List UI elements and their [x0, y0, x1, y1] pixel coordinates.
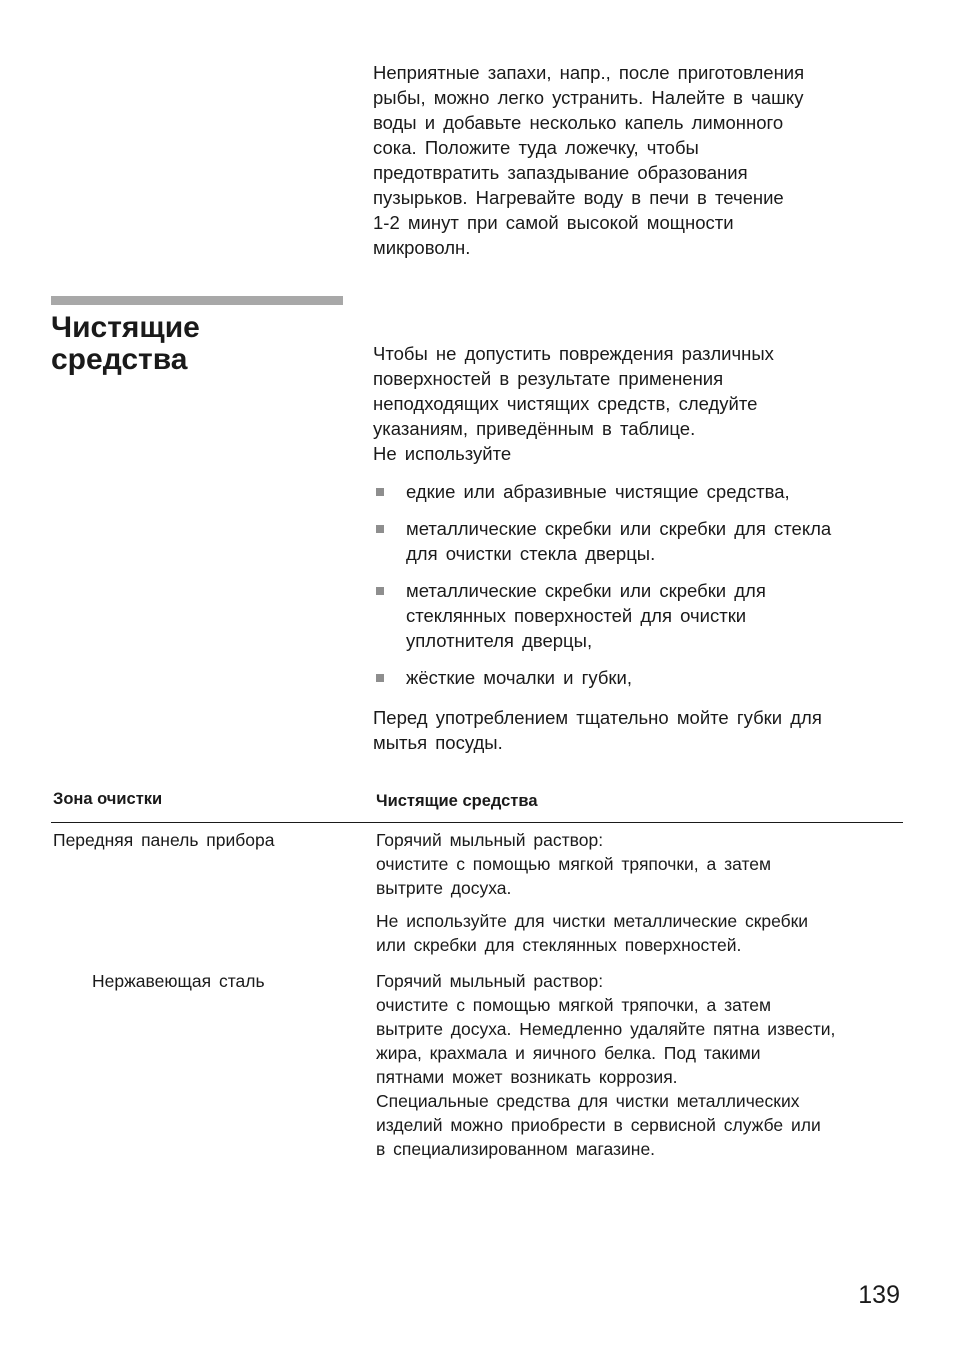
- text-line: жира, крахмала и яичного белка. Под такими: [376, 1043, 761, 1063]
- text-line: Горячий мыльный раствор:: [376, 971, 604, 991]
- square-bullet-icon: [376, 587, 384, 595]
- section-title: [51, 312, 200, 376]
- table-cell-agents: [376, 828, 906, 900]
- list-item-text: жёсткие мочалки и губки,: [406, 667, 632, 688]
- text-line: изделий можно приобрести в сервисной службе или: [376, 1115, 821, 1135]
- text-line: Не используйте: [373, 443, 512, 464]
- table-cell-agents: [376, 969, 906, 1161]
- table-cell-zone: Нержавеющая сталь: [92, 971, 265, 991]
- text-line: Чтобы не допустить повреждения различных: [373, 343, 774, 364]
- table-header-zone: Зона очистки: [53, 790, 163, 808]
- text-line: вытрите досуха.: [376, 878, 512, 898]
- text-line: мытья посуды.: [373, 732, 503, 753]
- closing-paragraph: [373, 705, 903, 755]
- text-line: Горячий мыльный раствор:: [376, 830, 604, 850]
- text-line: пузырьков. Нагревайте воду в печи в течение: [373, 187, 784, 208]
- list-item-text: металлические скребки или скребки для: [406, 580, 766, 601]
- list-item: [373, 578, 913, 653]
- intro-paragraph: [373, 60, 903, 260]
- text-line: Не используйте для чистки металлические скребки: [376, 911, 809, 931]
- table-header-agents: Чистящие средства: [376, 792, 538, 810]
- list-item-text: для очистки стекла дверцы.: [406, 543, 656, 564]
- warning-paragraph: [373, 341, 903, 466]
- prohibited-items-list: [373, 479, 913, 702]
- section-title-line: средства: [51, 343, 188, 376]
- text-line: рыбы, можно легко устранить. Налейте в чашку: [373, 87, 804, 108]
- table-cell-agents-note: [376, 909, 906, 957]
- text-line: пятнами может возникать коррозия.: [376, 1067, 678, 1087]
- text-line: поверхностей в результате применения: [373, 368, 724, 389]
- text-line: Неприятные запахи, напр., после приготовления: [373, 62, 805, 83]
- square-bullet-icon: [376, 488, 384, 496]
- table-cell-zone: Передняя панель прибора: [53, 830, 275, 850]
- text-line: в специализированном магазине.: [376, 1139, 656, 1159]
- list-item: [373, 516, 913, 566]
- text-line: или скребки для стеклянных поверхностей.: [376, 935, 742, 955]
- text-line: предотвратить запаздывание образования: [373, 162, 748, 183]
- section-divider-bar: [51, 296, 343, 305]
- square-bullet-icon: [376, 525, 384, 533]
- list-item-text: металлические скребки или скребки для стекла: [406, 518, 832, 539]
- text-line: 1-2 минут при самой высокой мощности: [373, 212, 734, 233]
- list-item-text: стеклянных поверхностей для очистки: [406, 605, 747, 626]
- text-line: Специальные средства для чистки металлических: [376, 1091, 800, 1111]
- text-line: указаниям, приведённым в таблице.: [373, 418, 696, 439]
- text-line: очистите с помощью мягкой тряпочки, а затем: [376, 854, 772, 874]
- list-item-text: едкие или абразивные чистящие средства,: [406, 481, 790, 502]
- page-number: 139: [858, 1281, 900, 1309]
- square-bullet-icon: [376, 674, 384, 682]
- text-line: микроволн.: [373, 237, 471, 258]
- text-line: очистите с помощью мягкой тряпочки, а затем: [376, 995, 772, 1015]
- text-line: Перед употреблением тщательно мойте губки для: [373, 707, 822, 728]
- text-line: сока. Положите туда ложечку, чтобы: [373, 137, 699, 158]
- table-header-rule: [51, 822, 903, 823]
- text-line: неподходящих чистящих средств, следуйте: [373, 393, 758, 414]
- text-line: воды и добавьте несколько капель лимонного: [373, 112, 784, 133]
- list-item: [373, 665, 913, 690]
- section-title-line: Чистящие: [51, 311, 200, 344]
- list-item: [373, 479, 913, 504]
- list-item-text: уплотнителя дверцы,: [406, 630, 593, 651]
- text-line: вытрите досуха. Немедленно удаляйте пятна извести,: [376, 1019, 836, 1039]
